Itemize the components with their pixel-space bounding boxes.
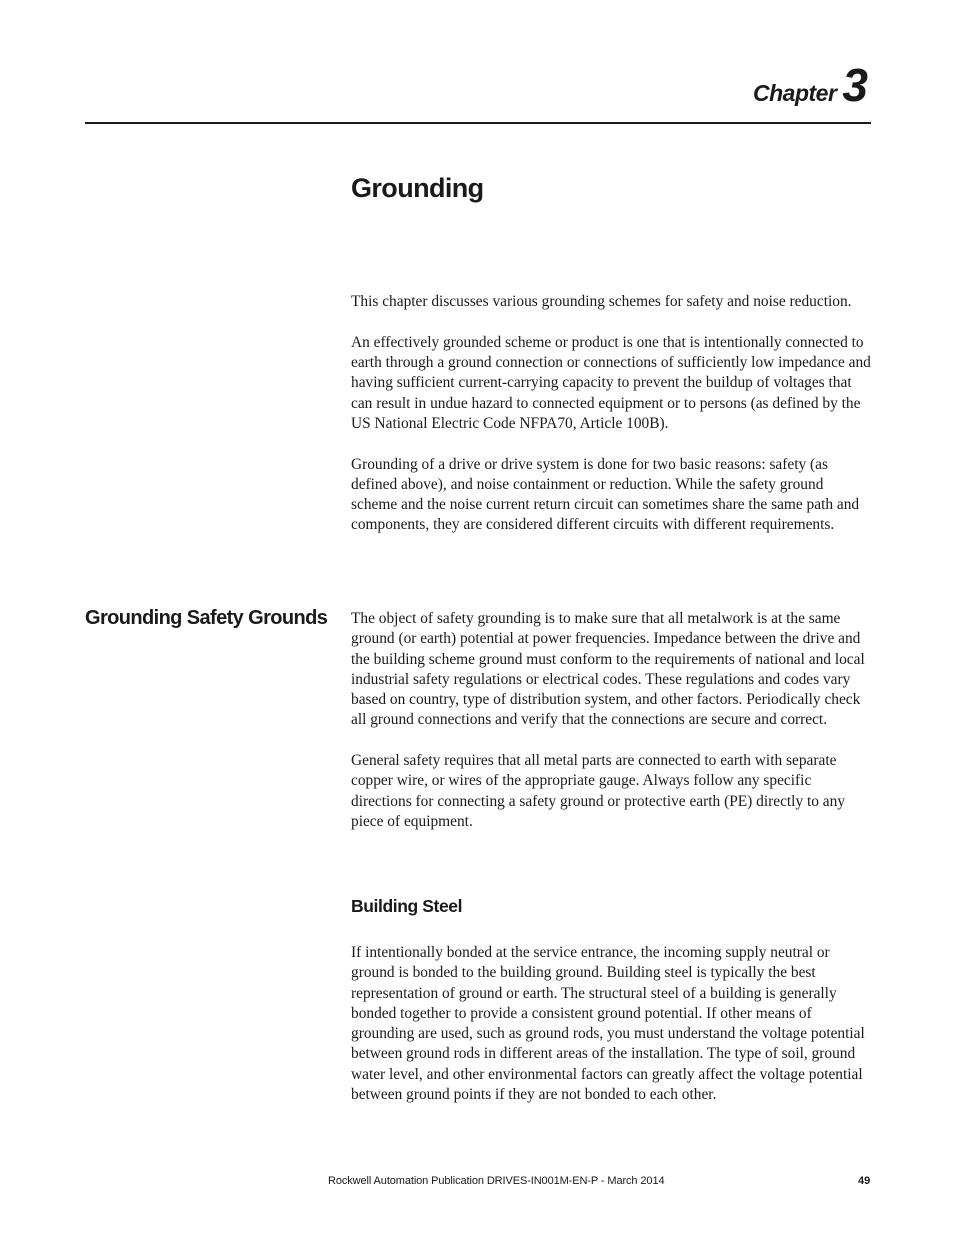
intro-paragraph-3: Grounding of a drive or drive system is done for two basic reasons: safety (as defined above), and noise containment or reduction. While the safety ground scheme and the noise current return circuit can sometimes share the same path and components, they are considered different circuits with different requirements. <box>351 455 860 534</box>
safety-section-body <box>351 609 873 832</box>
footer-page-number: 49 <box>858 1175 871 1187</box>
safety-paragraph-2: General safety requires that all metal parts are connected to earth with separate copper wire, or wires of the appropriate gauge. Always follow any specific directions for connecting a safety ground or protective earth (PE) directly to any piece of equipment. <box>351 752 846 831</box>
chapter-word: Chapter <box>753 80 837 106</box>
footer-publication: Rockwell Automation Publication DRIVES-IN001M-EN-P - March 2014 <box>328 1175 665 1187</box>
header-rule <box>85 122 871 124</box>
intro-paragraph-2: An effectively grounded scheme or product is one that is intentionally connected to earth through a ground connection or connections of sufficiently low impedance and having sufficient current-carrying capacity to prevent the buildup of voltages that can result in undue hazard to connected equipment or to persons (as defined by the US National Electric Code NFPA70, Article 100B). <box>351 333 871 432</box>
building-steel-body <box>351 943 873 1105</box>
page-title: Grounding <box>351 173 484 203</box>
chapter-number: 3 <box>842 59 868 111</box>
intro-section <box>351 292 873 536</box>
safety-paragraph-1: The object of safety grounding is to make sure that all metalwork is at the same ground (or earth) potential at power frequencies. Impedance between the drive and the building scheme ground must conform to the requirements of national and local industrial safety regulations or electrical codes. These regulations and codes vary based on country, type of distribution system, and other factors. Periodically check all ground connections and verify that the connections are secure and correct. <box>351 610 865 729</box>
intro-paragraph-1: This chapter discusses various grounding schemes for safety and noise reduction. <box>351 293 852 310</box>
chapter-label <box>753 59 868 111</box>
building-steel-paragraph-1: If intentionally bonded at the service entrance, the incoming supply neutral or ground is bonded to the building ground. Building steel is typically the best representation of ground or earth. The structural steel of a building is generally bonded together to provide a consistent ground potential. If other means of grounding are used, such as ground rods, you must understand the voltage potential between ground rods in different areas of the installation. The type of soil, ground water level, and other environmental factors can greatly affect the voltage potential between ground points if they are not bonded to each other. <box>351 944 865 1104</box>
subsection-heading-building-steel: Building Steel <box>351 896 463 916</box>
section-heading-safety-grounds: Grounding Safety Grounds <box>85 607 328 629</box>
